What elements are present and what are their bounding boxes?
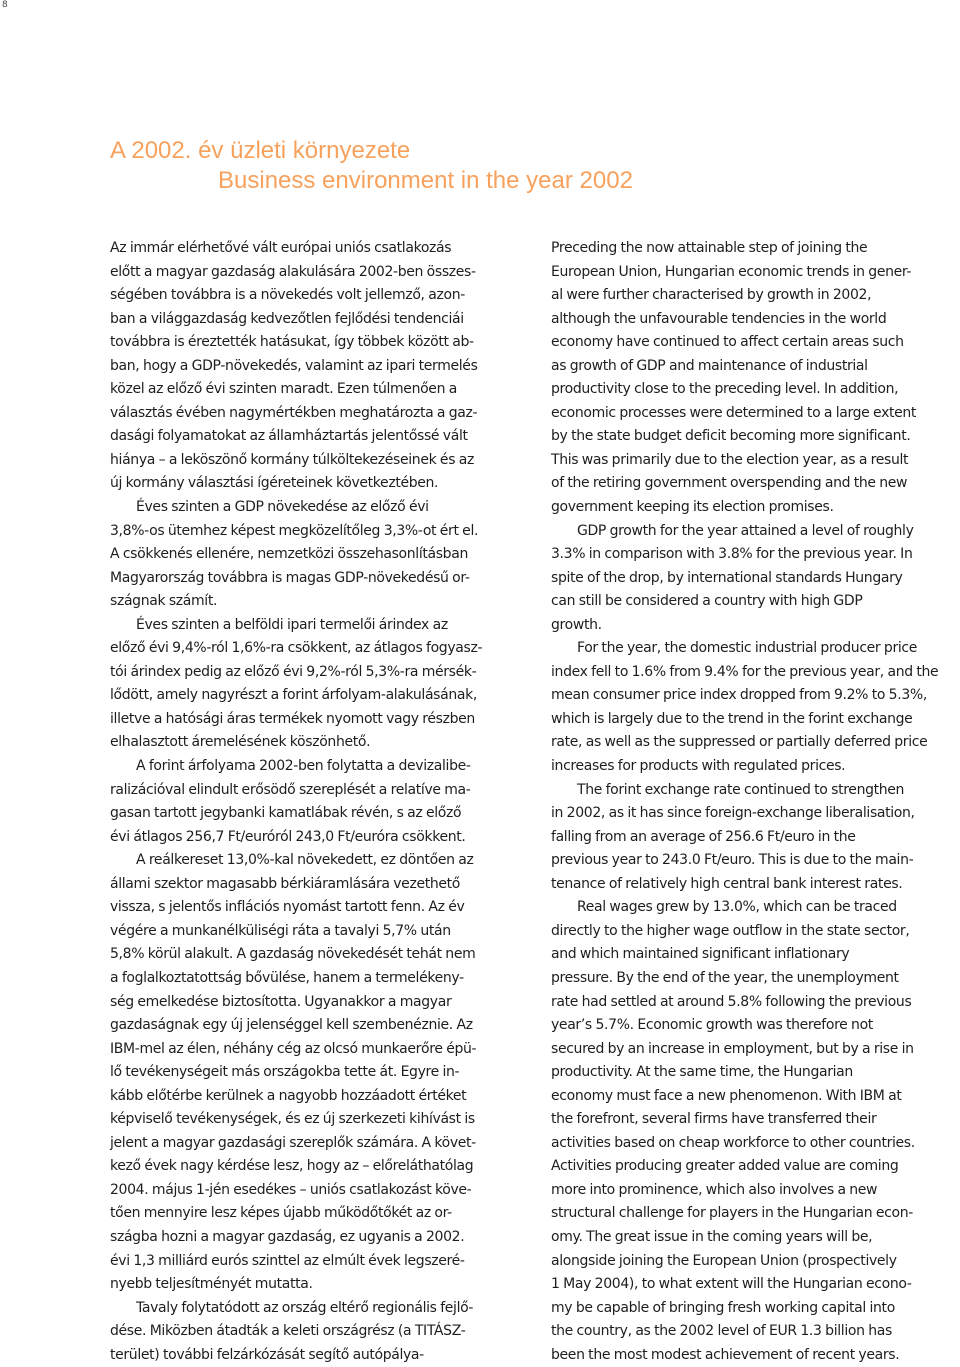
title-hungarian: A 2002. év üzleti környezete — [110, 137, 411, 164]
hungarian-paragraph: Éves szinten a belföldi ipari termelői árindex az előző évi 9,4%-ról 1,6%-ra csökkent, az átlagos fogyasz- tói árindex pedig az előző évi 9,2%-ról 5,3%-ra mérsék- lődött, amely nagyrészt a forint árfolyam-alakulásának, illetve a hatósági áras termékek nyomott vagy részben elhalasztott áremelésének köszönhető. — [110, 616, 483, 751]
section-title — [110, 136, 950, 196]
english-text-column — [551, 237, 959, 1367]
hungarian-paragraph: A reálkereset 13,0%-kal növekedett, ez döntően az állami szektor magasabb bérkiáramlására vezethető vissza, s jelentős inflációs nyomást tartott fenn. Az év végére a munkanélküliségi ráta a tavalyi 5,7% után 5,8% körül alakult. A gazdaság növekedését tehát nem a foglalkoztatottság bővülése, hanem a termelékeny- ség emelkedése biztosította. Ugyanakkor a magyar gazdaságnak egy új jelenséggel kell szembenéznie. Az IBM-mel az élen, néhány cég az olcsó munkaerőre épü- lő tevékenységeit más országokba tette át. Egyre in- kább előtérbe kerülnek a nagyobb hozzáadott értéket képviselő tevékenységek, és ez új szerkezeti kihívást is jelent a magyar gazdasági szereplők számára. A követ- kező évek nagy kérdése lesz, hogy az – előreláthatólag 2004. május 1-jén esedékes – uniós csatlakozást köve- tően mennyire lesz képes újabb működőtőkét az or- szágba hozni a magyar gazdaság, ez ugyanis a 2002. évi 1,3 milliárd eurós szinttel az elmúlt évek legszeré- nyebb teljesítményét mutatta. — [110, 852, 477, 1293]
english-paragraph: The forint exchange rate continued to strengthen in 2002, as it has since foreign-exchange liberalisation, falling from an average of 256.6 Ft/euro in the previous year to 243.0 Ft/euro. This is due to the main- tenance of relatively high central bank interest rates. — [551, 781, 915, 892]
hungarian-paragraph: Éves szinten a GDP növekedése az előző évi 3,8%-os ütemhez képest megközelítőleg 3,3%-ot ért el. A csökkenés ellenére, nemzetközi összehasonlításban Magyarország továbbra is magas GDP-növekedésű or- szágnak számít. — [110, 499, 479, 610]
english-paragraph: For the year, the domestic industrial producer price index fell to 1.6% from 9.4% for the previous year, and the mean consumer price index dropped from 9.2% to 5.3%, which is largely due to the trend in the forint exchange rate, as well as the suppressed or partially deferred price increases for products with regulated prices. — [551, 640, 939, 775]
english-paragraph: Preceding the now attainable step of joining the European Union, Hungarian economic trends in gener- al were further characterised by growth in 2002, although the unfavourable tendencies in the world economy have continued to affect certain areas such as growth of GDP and maintenance of industrial productivity close to the preceding level. In addition, economic processes were determined to a large extent by the state budget deficit becoming more significant. This was primarily due to the election year, as a result of the retiring government overspending and the new government keeping its election promises. — [551, 240, 917, 516]
page-number: 8 — [2, 0, 8, 10]
hungarian-paragraph: Tavaly folytatódott az ország eltérő regionális fejlő- dése. Miközben átadták a keleti országrész (a TITÁSZ- terület) további felzárkózását segítő autópálya- — [110, 1299, 474, 1363]
english-paragraph: Real wages grew by 13.0%, which can be traced directly to the higher wage outflow in the state sector, and which maintained significant inflationary pressure. By the end of the year, the unemployment rate had settled at around 5.8% following the previous year’s 5.7%. Economic growth was therefore not secured by an increase in employment, but by a rise in productivity. At the same time, the Hungarian economy must face a new phenomenon. With IBM at the forefront, several firms have transferred their activities based on cheap workforce to other countries. Activities producing greater added value are coming more into prominence, which also involves a new structural challenge for players in the Hungarian econ- omy. The great issue in the coming years will be, alongside joining the European Union (prospectively 1 May 2004), to what extent will the Hungarian econo- my be capable of bringing fresh working capital into the country, as the 2002 level of EUR 1.3 billion has been the most modest achievement of recent years. — [551, 899, 915, 1363]
english-paragraph: GDP growth for the year attained a level of roughly 3.3% in comparison with 3.8% for the previous year. In spite of the drop, by international standards Hungary can still be considered a country with high GDP growth. — [551, 522, 914, 633]
hungarian-paragraph: A forint árfolyama 2002-ben folytatta a devizalibe- ralizációval elindult erősödő szereplését a relatíve ma- gasan tartott jegybanki kamatlábak révén, s az előző évi átlagos 256,7 Ft/euróról 243,0 Ft/euróra csökkent. — [110, 758, 471, 845]
hungarian-paragraph: Az immár elérhetővé vált európai uniós csatlakozás előtt a magyar gazdaság alakulására 2002-ben összes- ségében továbbra is a növekedés volt jellemző, azon- ban a világgazdaság kedvezőtlen fejlődési tendenciái továbbra is éreztették hatásukat, így többek között ab- ban, hogy a GDP-növekedés, valamint az ipari termelés közel az előző évi szinten maradt. Ezen túlmenően a választás évében nagymértékben meghatározta a gaz- dasági folyamatokat az államháztartás jelentőssé vált hiánya – a leköszönő kormány túlköltekezéseinek és az új kormány választási ígéreteinek következtében. — [110, 240, 478, 492]
hungarian-text-column — [110, 237, 518, 1367]
title-english: Business environment in the year 2002 — [218, 167, 633, 194]
